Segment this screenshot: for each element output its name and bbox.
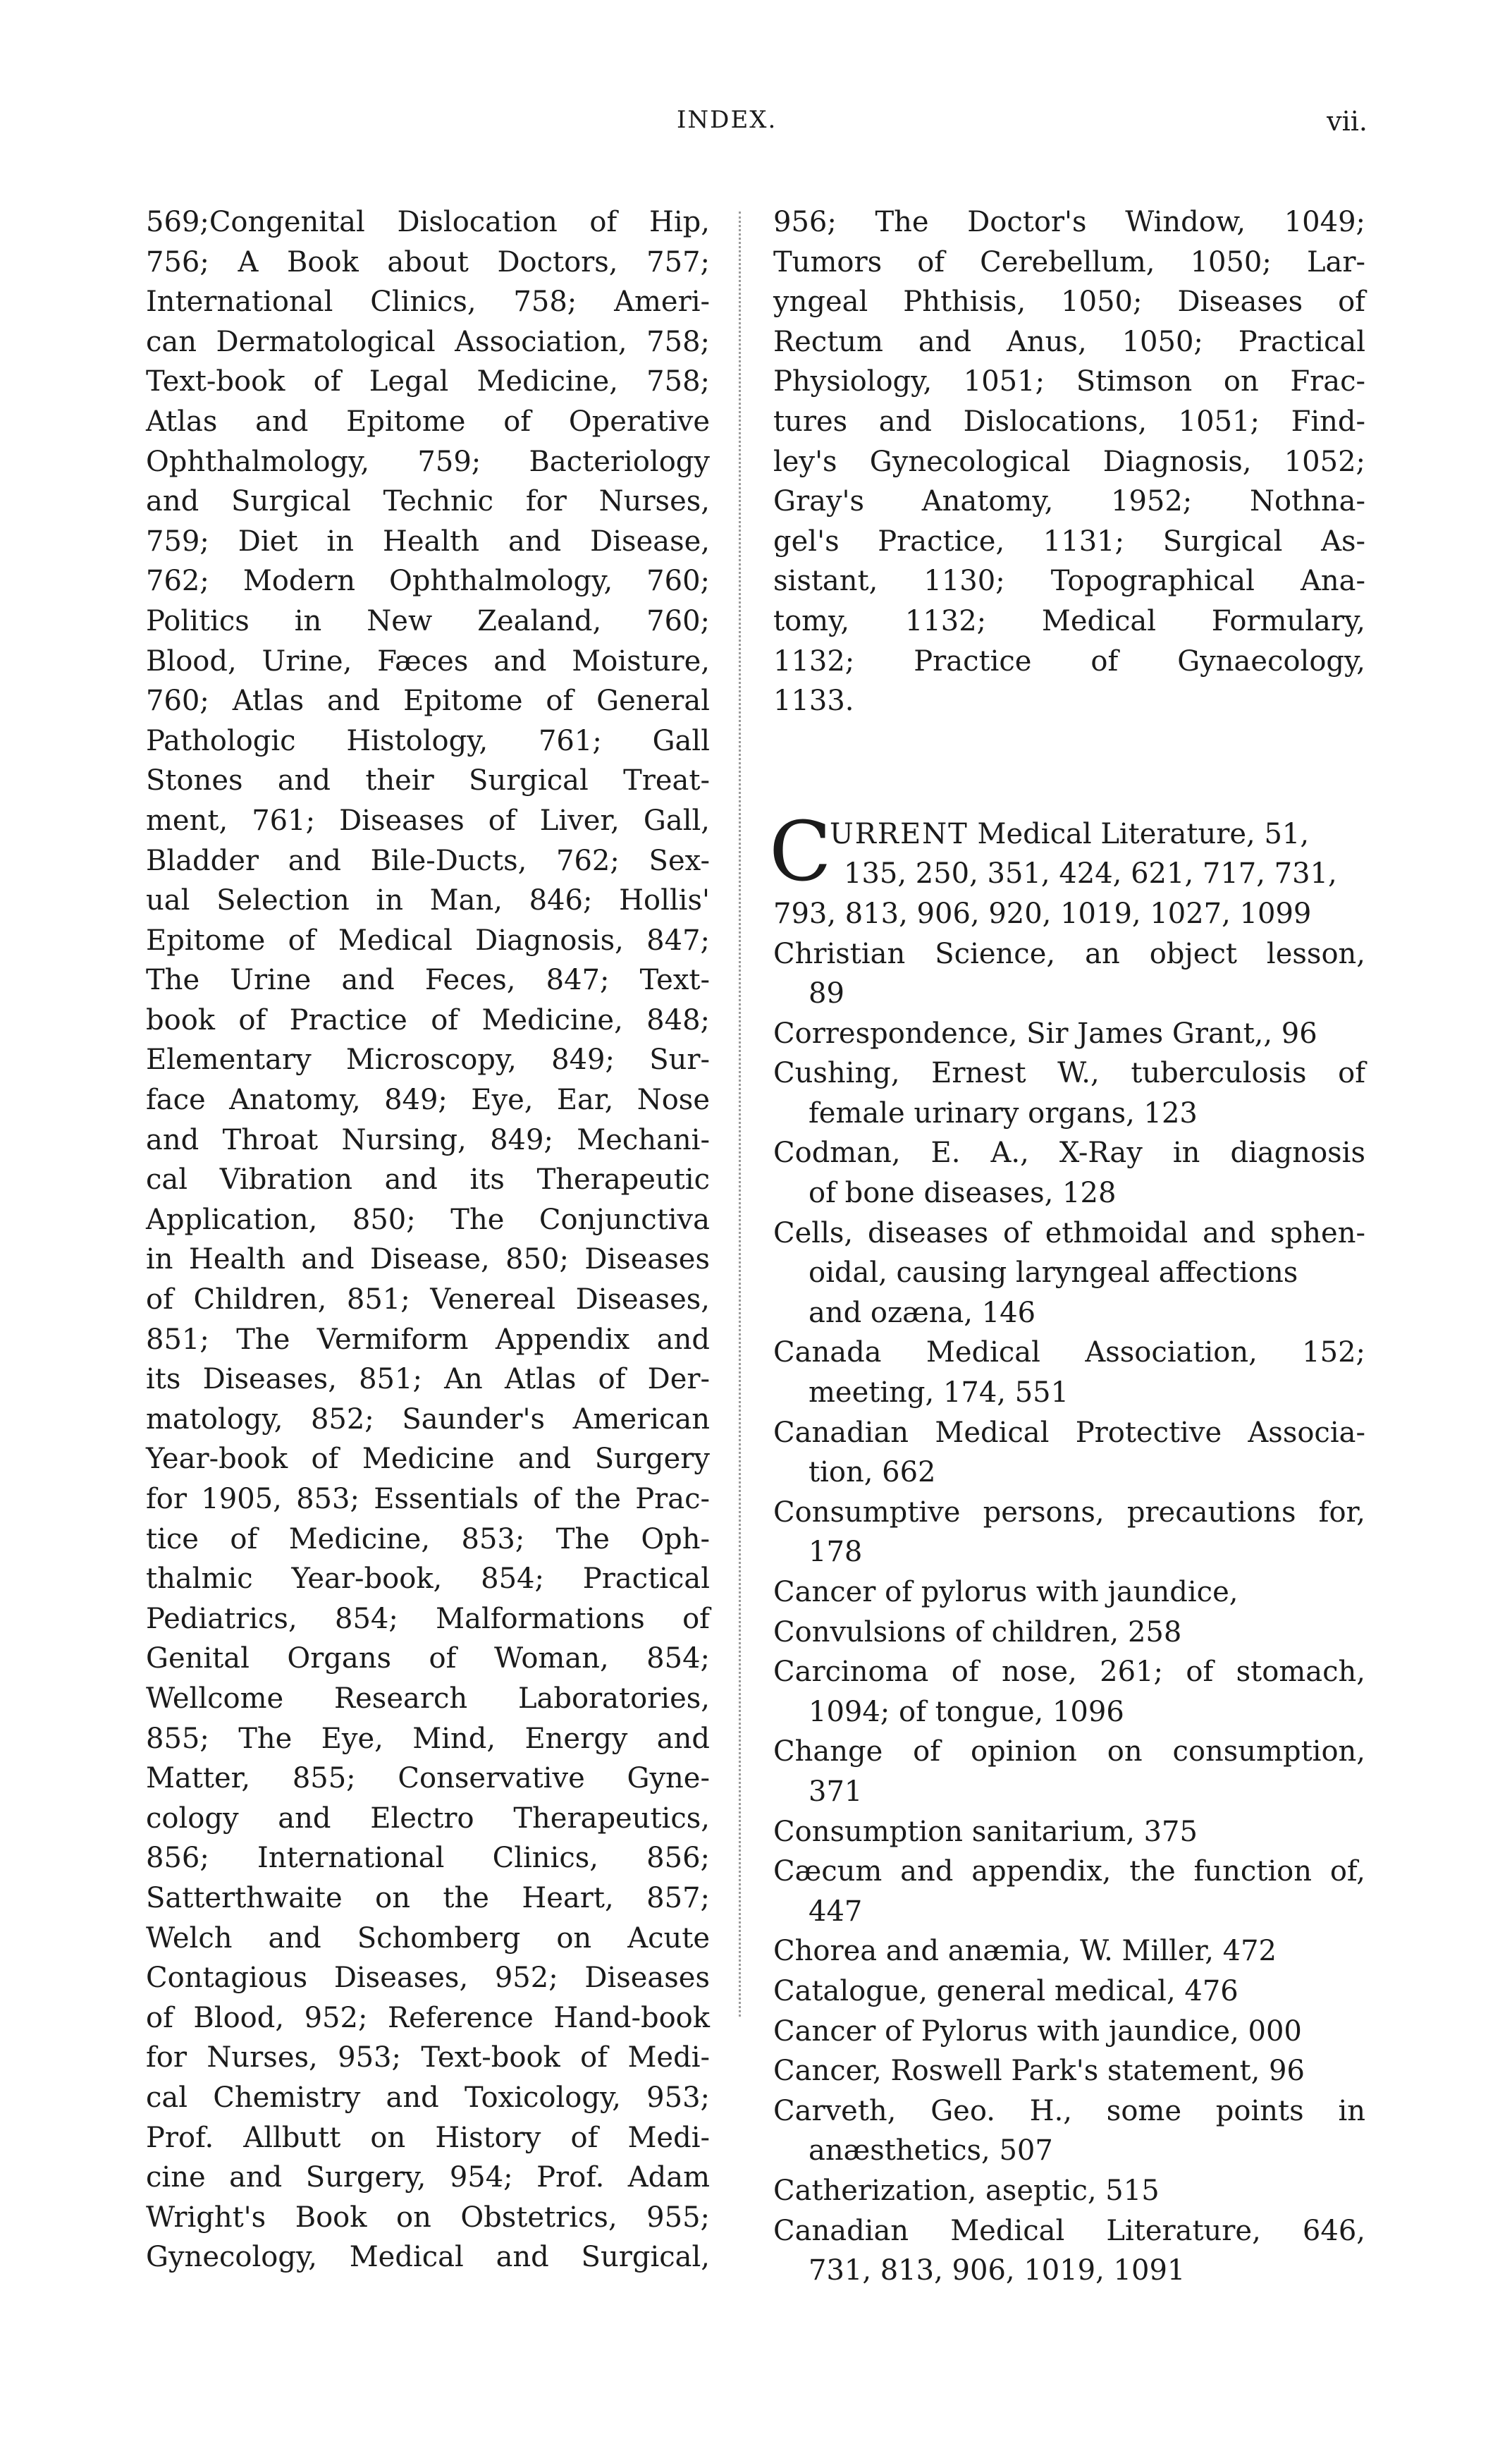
text-line: of Children, 851; Venereal Diseases, [146, 1283, 710, 1316]
text-line: thalmic Year-book, 854; Practical [146, 1563, 710, 1596]
text-line: 1133. [773, 685, 854, 718]
text-line: Atlas and Epitome of Operative [146, 405, 710, 438]
index-entry [773, 2051, 1365, 2091]
text-line: Matter, 855; Conservative Gyne- [146, 1762, 710, 1795]
entry-caps-word: URRENT [830, 817, 969, 850]
text-line: 856; International Clinics, 856; [146, 1842, 710, 1875]
text-line: 569;Congenital Dislocation of Hip, [146, 206, 710, 238]
entry-line: 1094; of tongue, 1096 [809, 1695, 1124, 1728]
dropcap-letter: C [769, 804, 832, 900]
entry-line: Canadian Medical Literature, 646, [773, 2214, 1365, 2247]
text-line: Rectum and Anus, 1050; Practical [773, 325, 1365, 358]
text-line: of Blood, 952; Reference Hand-book [146, 2001, 710, 2034]
text-line: face Anatomy, 849; Eye, Ear, Nose [146, 1084, 710, 1117]
text-line: Gray's Anatomy, 1952; Nothna- [773, 485, 1365, 518]
text-line: Ophthalmology, 759; Bacteriology [146, 445, 710, 478]
right-entries [773, 934, 1365, 2291]
text-line: Welch and Schomberg on Acute [146, 1921, 710, 1955]
text-line: ment, 761; Diseases of Liver, Gall, [146, 804, 710, 837]
text-line: gel's Practice, 1131; Surgical As- [773, 525, 1365, 558]
text-line: cology and Electro Therapeutics, [146, 1802, 710, 1835]
entry-line: Cancer of pylorus with jaundice, [773, 1576, 1239, 1608]
entry-line: Cushing, Ernest W., tuberculosis of [773, 1057, 1365, 1090]
text-line: International Clinics, 758; Ameri- [146, 286, 710, 319]
text-line: ual Selection in Man, 846; Hollis' [146, 884, 710, 917]
entry-line: tion, 662 [809, 1456, 936, 1489]
text-line: book of Practice of Medicine, 848; [146, 1003, 710, 1037]
index-entry [773, 2171, 1365, 2211]
entry-line: Catalogue, general medical, 476 [773, 1974, 1239, 2007]
entry-line: Codman, E. A., X-Ray in diagnosis [773, 1137, 1365, 1170]
text-line: 756; A Book about Doctors, 757; [146, 245, 710, 279]
text-line: matology, 852; Saunder's American [146, 1402, 710, 1436]
column-divider [739, 212, 741, 2017]
index-entry [773, 1413, 1365, 1493]
entry-line: Christian Science, an object lesson, [773, 937, 1365, 970]
entry-line: Carveth, Geo. H., some points in [773, 2094, 1365, 2127]
text-line: Satterthwaite on the Heart, 857; [146, 1881, 710, 1914]
index-entry [773, 1852, 1365, 1931]
text-line: 956; The Doctor's Window, 1049; [773, 206, 1365, 238]
text-line: cine and Surgery, 954; Prof. Adam [146, 2161, 710, 2194]
text-line: Pathologic Histology, 761; Gall [146, 724, 710, 757]
text-line: Physiology, 1051; Stimson on Frac- [773, 365, 1365, 398]
text-line: Elementary Microscopy, 849; Sur- [146, 1044, 710, 1077]
text-line: tomy, 1132; Medical Formulary, [773, 604, 1365, 637]
page-title: INDEX. [677, 106, 777, 134]
text-line: for Nurses, 953; Text-book of Medi- [146, 2041, 710, 2074]
text-line: Stones and their Surgical Treat- [146, 764, 710, 797]
text-line: 855; The Eye, Mind, Energy and [146, 1722, 710, 1755]
index-entry [773, 1014, 1365, 1054]
text-line: Epitome of Medical Diagnosis, 847; [146, 924, 710, 957]
index-entry [773, 2211, 1365, 2291]
index-entry [773, 1931, 1365, 1971]
entry-line: Cancer of Pylorus with jaundice, 000 [773, 2014, 1302, 2048]
text-line: Text-book of Legal Medicine, 758; [146, 365, 710, 398]
index-entry [773, 1732, 1365, 1811]
text-line: tice of Medicine, 853; The Oph- [146, 1522, 710, 1555]
index-entry [773, 2091, 1365, 2171]
text-line: Tumors of Cerebellum, 1050; Lar- [773, 245, 1365, 279]
page-header [0, 106, 1512, 162]
index-entry [773, 1971, 1365, 2012]
entry-line: Canada Medical Association, 152; [773, 1336, 1365, 1369]
entry-line: 793, 813, 906, 920, 1019, 1027, 1099 [773, 897, 1312, 930]
index-entry [773, 1333, 1365, 1412]
index-entry [773, 1133, 1365, 1213]
text-line: 759; Diet in Health and Disease, [146, 525, 710, 558]
entry-line: Cancer, Roswell Park's statement, 96 [773, 2055, 1305, 2088]
text-line: Politics in New Zealand, 760; [146, 604, 710, 637]
text-line: The Urine and Feces, 847; Text- [146, 964, 710, 997]
entry-line: oidal, causing laryngeal affections [809, 1256, 1298, 1290]
index-entry [773, 1572, 1365, 1613]
text-line: yngeal Phthisis, 1050; Diseases of [773, 286, 1365, 319]
entry-line: and ozæna, 146 [809, 1296, 1036, 1329]
entry-line: Cells, diseases of ethmoidal and sphen- [773, 1216, 1365, 1249]
text-line: 1132; Practice of Gynaecology, [773, 644, 1365, 678]
entry-line: 731, 813, 906, 1019, 1091 [809, 2254, 1186, 2287]
text-line: Pediatrics, 854; Malformations of [146, 1602, 710, 1635]
text-line: Contagious Diseases, 952; Diseases [146, 1962, 710, 1995]
entry-line: Chorea and anæmia, W. Miller, 472 [773, 1935, 1277, 1968]
text-line: and Throat Nursing, 849; Mechani- [146, 1123, 710, 1156]
index-entry-current [769, 804, 1365, 934]
text-line: its Diseases, 851; An Atlas of Der- [146, 1363, 710, 1396]
text-line: Bladder and Bile-Ducts, 762; Sex- [146, 844, 710, 877]
entry-line: Consumptive persons, precautions for, [773, 1496, 1365, 1529]
text-line: Gynecology, Medical and Surgical, [146, 2241, 710, 2274]
text-line: Genital Organs of Woman, 854; [146, 1642, 710, 1675]
right-continuation [773, 202, 1365, 721]
text-line: for 1905, 853; Essentials of the Prac- [146, 1483, 710, 1515]
right-column [769, 202, 1365, 2291]
entry-line: anæsthetics, 507 [809, 2134, 1053, 2167]
entry-line: 135, 250, 351, 424, 621, 717, 731, [844, 857, 1337, 891]
page-number: vii. [1327, 106, 1367, 137]
index-entry [773, 1613, 1365, 1653]
text-line: Prof. Allbutt on History of Medi- [146, 2121, 710, 2154]
text-line: and Surgical Technic for Nurses, [146, 485, 710, 518]
entry-line: Correspondence, Sir James Grant,, 96 [773, 1017, 1317, 1050]
index-entry [773, 1053, 1365, 1133]
text-line: in Health and Disease, 850; Diseases [146, 1243, 710, 1276]
entry-line: Catherization, aseptic, 515 [773, 2174, 1160, 2207]
entry-line: 447 [809, 1895, 863, 1928]
entry-line: Convulsions of children, 258 [773, 1615, 1182, 1649]
text-line: Wright's Book on Obstetrics, 955; [146, 2201, 710, 2234]
entry-line: meeting, 174, 551 [809, 1376, 1069, 1410]
text-line: 762; Modern Ophthalmology, 760; [146, 565, 710, 598]
index-entry [773, 1812, 1365, 1852]
index-entry [773, 1652, 1365, 1732]
text-line: can Dermatological Association, 758; [146, 325, 710, 358]
index-entry [773, 2012, 1365, 2052]
text-line: cal Chemistry and Toxicology, 953; [146, 2081, 710, 2114]
left-column [146, 202, 710, 2277]
entry-line: 178 [809, 1536, 863, 1569]
section-gap [773, 721, 1365, 814]
entry-line: Consumption sanitarium, 375 [773, 1815, 1198, 1848]
text-line: 760; Atlas and Epitome of General [146, 685, 710, 718]
entry-line: Carcinoma of nose, 261; of stomach, [773, 1656, 1365, 1689]
entry-line: Cæcum and appendix, the function of, [773, 1855, 1365, 1888]
text-line: ley's Gynecological Diagnosis, 1052; [773, 445, 1365, 478]
text-line: sistant, 1130; Topographical Ana- [773, 565, 1365, 598]
text-line: Application, 850; The Conjunctiva [146, 1203, 710, 1236]
entry-line: of bone diseases, 128 [809, 1177, 1117, 1210]
index-entry [773, 934, 1365, 1014]
entry-line: Canadian Medical Protective Associa- [773, 1416, 1365, 1449]
text-line: Year-book of Medicine and Surgery [146, 1443, 710, 1476]
text-line: 851; The Vermiform Appendix and [146, 1323, 710, 1356]
entry-line: female urinary organs, 123 [809, 1096, 1198, 1130]
index-entry [773, 1493, 1365, 1572]
text-line: cal Vibration and its Therapeutic [146, 1163, 710, 1197]
entry-line: 371 [809, 1775, 863, 1808]
text-line: Wellcome Research Laboratories, [146, 1682, 710, 1715]
text-line: tures and Dislocations, 1051; Find- [773, 405, 1365, 438]
entry-line: 89 [809, 977, 844, 1010]
entry-line: Change of opinion on consumption, [773, 1735, 1365, 1768]
text-line: Blood, Urine, Fæces and Moisture, [146, 644, 710, 678]
entry-text: Medical Literature, 51, [968, 817, 1310, 850]
index-entry [773, 1213, 1365, 1333]
entry-line [773, 814, 1365, 855]
